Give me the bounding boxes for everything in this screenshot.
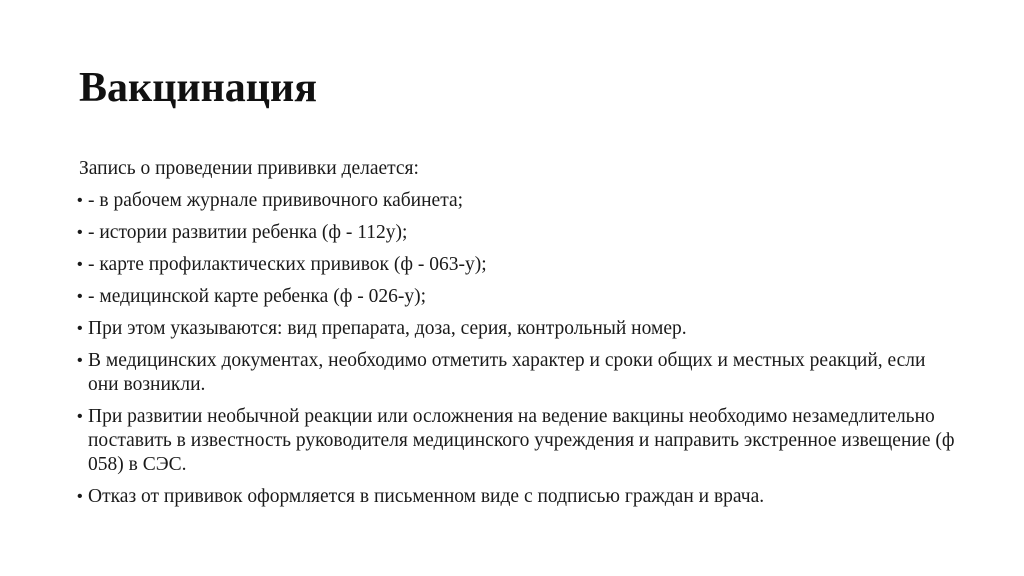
list-item — [77, 221, 957, 245]
list-item — [77, 317, 957, 341]
list-item-text: В медицинских документах, необходимо отметить характер и сроки общих и местных реакций, если они возникли. — [88, 350, 926, 395]
list-item-text: Отказ от прививок оформляется в письменном виде с подписью граждан и врача. — [88, 486, 765, 507]
bullet-list — [77, 189, 957, 509]
list-item — [77, 189, 957, 213]
list-item-text: При этом указываются: вид препарата, доза, серия, контрольный номер. — [88, 318, 687, 339]
list-item — [77, 349, 957, 397]
bullet-icon: • — [77, 408, 83, 425]
slide-title: Вакцинация — [79, 65, 317, 111]
list-item-text: - карте профилактических прививок (ф - 063-у); — [88, 254, 487, 275]
bullet-icon: • — [77, 352, 83, 369]
list-item — [77, 285, 957, 309]
bullet-icon: • — [77, 224, 83, 241]
list-item-text: - истории развитии ребенка (ф - 112у); — [88, 222, 408, 243]
slide-content — [77, 157, 957, 517]
bullet-icon: • — [77, 288, 83, 305]
list-item — [77, 485, 957, 509]
bullet-icon: • — [77, 192, 83, 209]
intro-text: Запись о проведении прививки делается: — [79, 158, 419, 179]
list-item-text: При развитии необычной реакции или осложнения на ведение вакцины необходимо незамедлительно поставить в известность руководителя медицинского учреждения и направить экстренное извещение (ф 058) в СЭС. — [88, 406, 955, 475]
list-item-text: - медицинской карте ребенка (ф - 026-у); — [88, 286, 426, 307]
bullet-icon: • — [77, 320, 83, 337]
list-item-text: - в рабочем журнале прививочного кабинета; — [88, 190, 464, 211]
bullet-icon: • — [77, 488, 83, 505]
list-item — [77, 405, 957, 477]
bullet-icon: • — [77, 256, 83, 273]
list-item — [77, 253, 957, 277]
